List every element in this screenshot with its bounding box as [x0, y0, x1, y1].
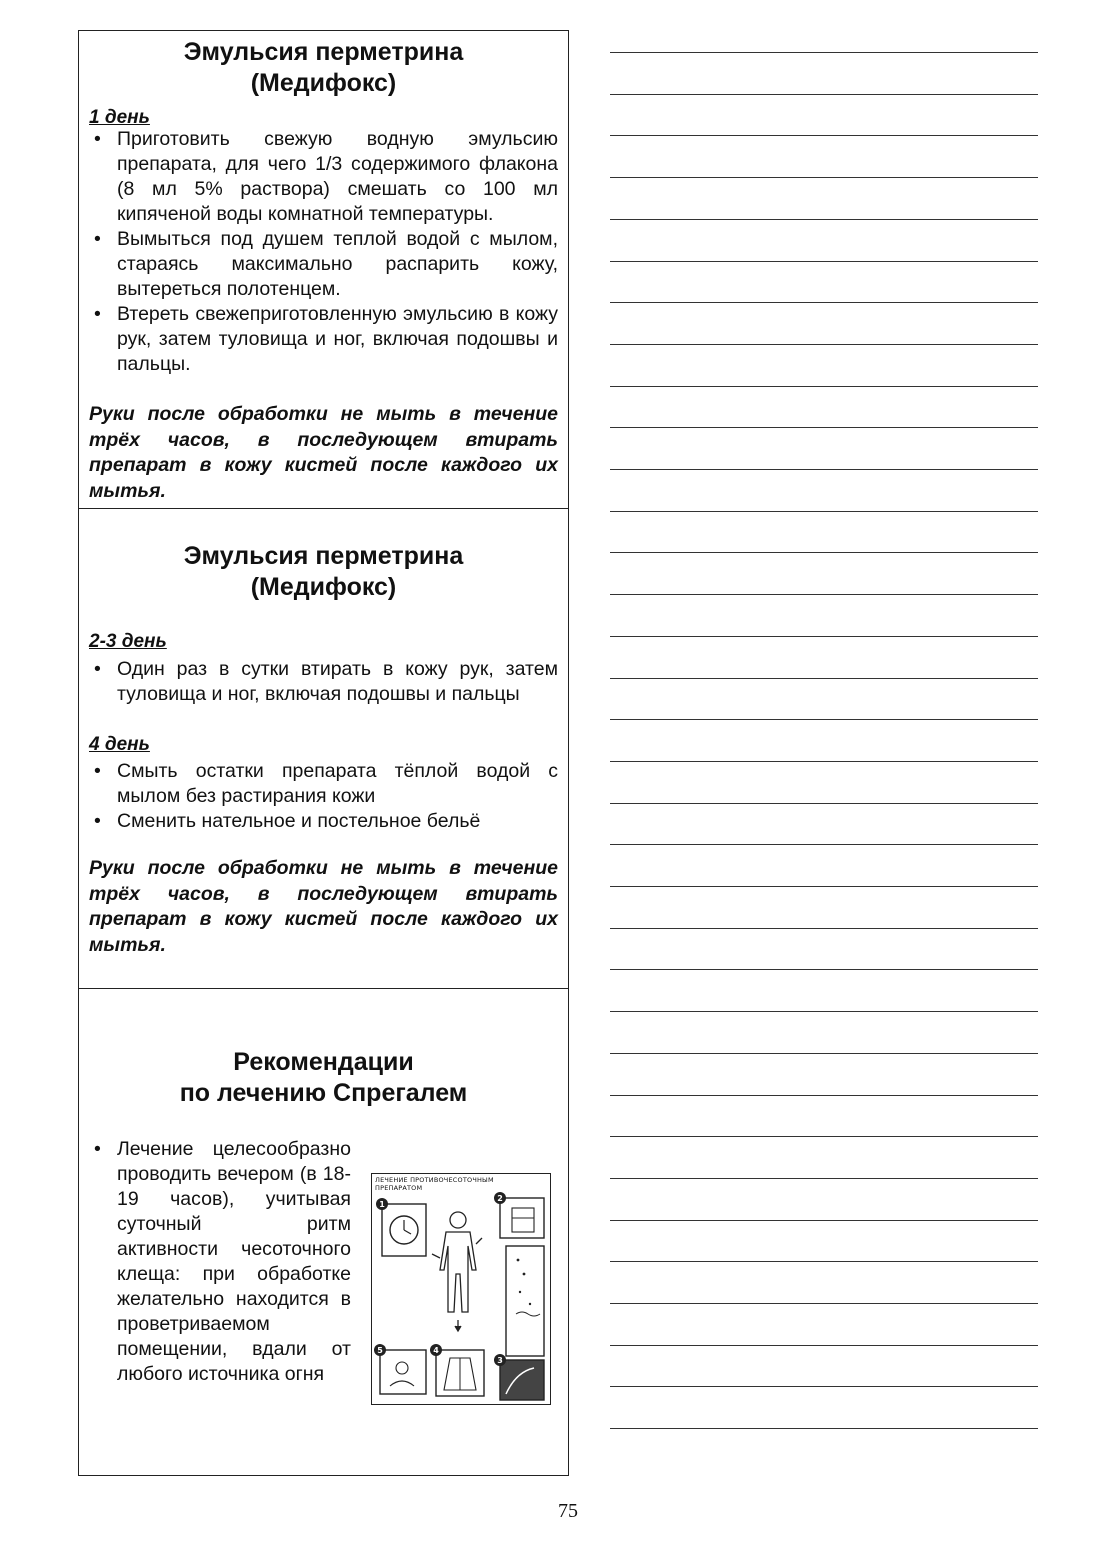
writing-line [610, 886, 1038, 887]
svg-text:4: 4 [433, 1346, 439, 1355]
writing-line [610, 1386, 1038, 1387]
section-permethrin-day2-4 [79, 509, 568, 989]
treatment-illustration [371, 1173, 551, 1405]
person-hands-panel [380, 1350, 426, 1394]
writing-line [610, 219, 1038, 220]
writing-line [610, 636, 1038, 637]
title-line-2: по лечению Спрегалем [179, 1079, 468, 1107]
writing-line [610, 261, 1038, 262]
title-line-1: Рекомендации [233, 1048, 414, 1076]
left-column [78, 30, 569, 1476]
writing-line [610, 302, 1038, 303]
writing-line [610, 344, 1038, 345]
writing-line [610, 678, 1038, 679]
svg-text:1: 1 [379, 1200, 385, 1209]
day-label: 4 день [89, 734, 150, 755]
writing-line [610, 1053, 1038, 1054]
title-line-1: Эмульсия перметрина [183, 542, 464, 570]
section-permethrin-day1 [79, 31, 568, 509]
writing-line [610, 1178, 1038, 1179]
title-line-1: Эмульсия перметрина [183, 38, 464, 66]
list-item: • Один раз в сутки втирать в кожу рук, затем туловища и ног, включая подошвы и пальцы [87, 657, 558, 707]
notes-lines [610, 52, 1038, 1472]
page-number: 75 [558, 1500, 578, 1522]
writing-line [610, 594, 1038, 595]
list-item: • Сменить нательное и постельное бельё [87, 809, 558, 834]
illustration-caption: ЛЕЧЕНИЕ ПРОТИВОЧЕСОТОЧНЫМ ПРЕПАРАТОМ [375, 1176, 494, 1192]
writing-line [610, 177, 1038, 178]
section-title [89, 1047, 558, 1109]
writing-line [610, 427, 1038, 428]
instruction-list [87, 127, 558, 377]
writing-line [610, 803, 1038, 804]
writing-line [610, 469, 1038, 470]
writing-line [610, 1428, 1038, 1429]
writing-line [610, 1303, 1038, 1304]
writing-line [610, 1095, 1038, 1096]
writing-line [610, 719, 1038, 720]
list-item: • Вымыться под душем теплой водой с мылом, стараясь максимально распарить кожу, вытереться полотенцем. [87, 227, 558, 302]
svg-text:3: 3 [497, 1356, 503, 1365]
writing-line [610, 511, 1038, 512]
list-item: • Лечение целесообразно проводить вечером (в 18-19 часов), учитывая суточный ритм активности чесоточного клеща: при обработке желательно находится в проветриваемом помещении, вдали от любого источника огня [87, 1137, 351, 1387]
person-figure-icon [432, 1212, 482, 1331]
day-label: 2-3 день [89, 631, 167, 652]
writing-line [610, 844, 1038, 845]
writing-line [610, 928, 1038, 929]
writing-line [610, 552, 1038, 553]
writing-line [610, 1220, 1038, 1221]
instruction-list [87, 759, 558, 834]
writing-line [610, 1136, 1038, 1137]
section-title [89, 541, 558, 603]
svg-text:5: 5 [377, 1346, 383, 1355]
writing-line [610, 94, 1038, 95]
step-markers [374, 1192, 506, 1366]
warning-note: Руки после обработки не мыть в течение трёх часов, в последующем втирать препарат в кожу кистей после каждого их мытья. [89, 403, 558, 502]
instruction-list [87, 657, 558, 707]
list-item: • Приготовить свежую водную эмульсию препарата, для чего 1/3 содержимого флакона (8 мл 5% раствора) смешать со 100 мл кипяченой воды комнатной температуры. [87, 127, 558, 227]
bed-panel [506, 1246, 544, 1356]
writing-line [610, 1261, 1038, 1262]
day-label: 1 день [89, 107, 150, 128]
list-item: • Смыть остатки препарата тёплой водой с мылом без растирания кожи [87, 759, 558, 809]
instruction-list [87, 1137, 351, 1387]
illustration-drawing [372, 1174, 550, 1404]
title-line-2: (Медифокс) [250, 69, 397, 97]
writing-line [610, 761, 1038, 762]
title-line-2: (Медифокс) [250, 573, 397, 601]
writing-line [610, 52, 1038, 53]
writing-line [610, 969, 1038, 970]
svg-text:2: 2 [497, 1194, 503, 1203]
writing-line [610, 386, 1038, 387]
writing-line [610, 1011, 1038, 1012]
warning-note: Руки после обработки не мыть в течение трёх часов, в последующем втирать препарат в кожу кистей после каждого их мытья. [89, 857, 558, 956]
writing-line [610, 135, 1038, 136]
writing-line [610, 1345, 1038, 1346]
list-item: • Втереть свежеприготовленную эмульсию в кожу рук, затем туловища и ног, включая подошвы и пальцы. [87, 302, 558, 377]
section-title [89, 37, 558, 99]
section-spregal [79, 989, 568, 1475]
